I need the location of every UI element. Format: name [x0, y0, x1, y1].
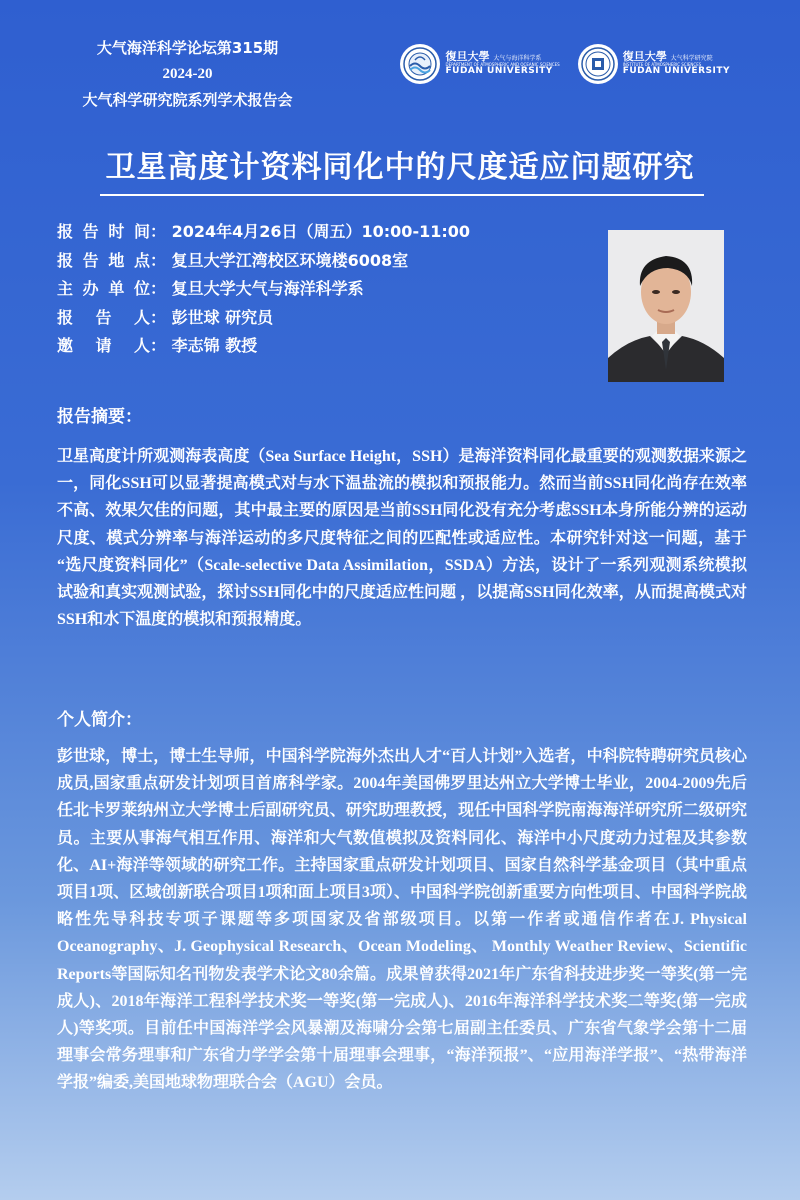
info-place-label: 报告地点 [57, 250, 150, 270]
bio-text: 彭世球，博士，博士生导师，中国科学院海外杰出人才“百人计划”入选者，中科院特聘研究员核心成员,国家重点研发计划项目首席科学家。2004年美国佛罗里达州立大学博士毕业，2004-2009先后任北卡罗莱纳州立大学博士后副研究员、研究助理教授，现任中国科学院南海海洋研究所二级研究员。主要从事海气相互作用、海洋和大气数值模拟及资料同化、海洋中小尺度动力过程及其参数化、AI+海洋等领域的研究工作。主持国家重点研发计划项目、国家自然科学基金项目（其中重点项目1项、区域创新联合项目1项和面上项目3项）、中国科学院创新重要方向性项目、中国科学院战略性先导科技专项子课题等多项国家及省部级项目。以第一作者或通信作者在J. Physical Oceanography、J. Geophysical Research、Ocean Modeling、 Monthly Weather Review、Scientific Reports等国际知名刊物发表学术论文80余篇。成果曾获得2021年广东省科技进步奖一等奖(第一完成人)、2018年海洋工程科学技术奖一等奖(第一完成人)、2016年海洋科学技术奖二等奖(第一完成人)等奖项。目前任中国海洋学会风暴潮及海啸分会第七届副主任委员、广东省气象学会第十二届理事会常务理事和广东省力学学会第十届理事会理事，“海洋预报”、“应用海洋学报”、“热带海洋学报”编委,美国地球物理联合会（AGU）会员。 [57, 748, 747, 1092]
institute-logo [578, 44, 730, 84]
dept-logo-unit-en: DEPARTMENT OF ATMOSPHERIC AND OCEANIC SCIENCES [445, 61, 560, 67]
dept-logo [400, 44, 559, 84]
dept-logo-school-en: FUDAN UNIVERSITY [445, 66, 553, 77]
info-host-value: 复旦大学大气与海洋科学系 [171, 279, 364, 298]
institute-logo-school-cn: 復旦大學 [622, 50, 667, 64]
event-header [55, 35, 320, 113]
info-time-label: 报告时间 [57, 222, 150, 241]
institute-logo-unit-cn: 大气科学研究院 [670, 55, 713, 63]
series-name: 大气科学研究院系列学术报告会 [82, 91, 293, 109]
institute-logo-unit-en: INSTITUTE OF ATMOSPHERIC SCIENCES [622, 61, 702, 67]
info-place: 报告地点： 复旦大学江湾校区环境楼6008室 [57, 247, 470, 276]
dept-logo-school-cn: 復旦大學 [445, 50, 490, 64]
dept-emblem-icon [400, 44, 440, 84]
abstract-heading: 报告摘要： [57, 407, 142, 427]
forum-name: 大气海洋科学论坛第315期 [96, 39, 279, 57]
info-host: 主办单位： 复旦大学大气与海洋科学系 [57, 275, 470, 304]
info-speaker-value: 彭世球 研究员 [171, 307, 274, 327]
info-time-value: 2024年4月26日（周五）10:00-11:00 [171, 222, 471, 241]
talk-title: 卫星高度计资料同化中的尺度适应问题研究 [105, 150, 695, 185]
institute-emblem-icon [578, 44, 618, 84]
info-inviter: 邀请人： 李志锦 教授 [57, 332, 470, 361]
info-place-value: 复旦大学江湾校区环境楼6008室 [171, 250, 409, 270]
talk-info [57, 218, 470, 361]
bio-heading: 个人简介： [57, 710, 142, 730]
info-speaker: 报告人： 彭世球 研究员 [57, 304, 470, 333]
institute-logo-school-en: FUDAN UNIVERSITY [622, 66, 730, 77]
abstract-text: 卫星高度计所观测海表高度（Sea Surface Height，SSH）是海洋资料同化最重要的观测数据来源之一，同化SSH可以显著提高模式对与水下温盐流的模拟和预报能力。然而当前SSH同化尚存在效率不高、效果欠佳的问题，其中最主要的原因是当前SSH同化没有充分考虑SSH本身所能分辨的运动尺度、模式分辨率与海洋运动的多尺度特征之间的匹配性或适应性。本研究针对这一问题，基于 “选尺度资料同化”（Scale-selective Data Assimilation，SSDA）方法，设计了一系列观测系统模拟试验和真实观测试验，探讨SSH同化中的尺度适应性问题 ，以提高SSH同化效率，从而提高模式对SSH和水下温度的模拟和预报精度。 [57, 448, 747, 629]
speaker-photo [608, 230, 724, 382]
dept-logo-unit-cn: 大气与海洋科学系 [493, 55, 542, 63]
info-speaker-label: 报告人 [57, 307, 150, 327]
info-time: 报告时间： 2024年4月26日（周五）10:00-11:00 [57, 218, 470, 247]
info-host-label: 主办单位 [57, 279, 150, 298]
logo-group [400, 44, 730, 84]
info-inviter-label: 邀请人 [57, 336, 150, 355]
info-inviter-value: 李志锦 教授 [171, 336, 258, 355]
title-divider [100, 194, 704, 196]
issue-number: 2024-20 [162, 66, 213, 82]
